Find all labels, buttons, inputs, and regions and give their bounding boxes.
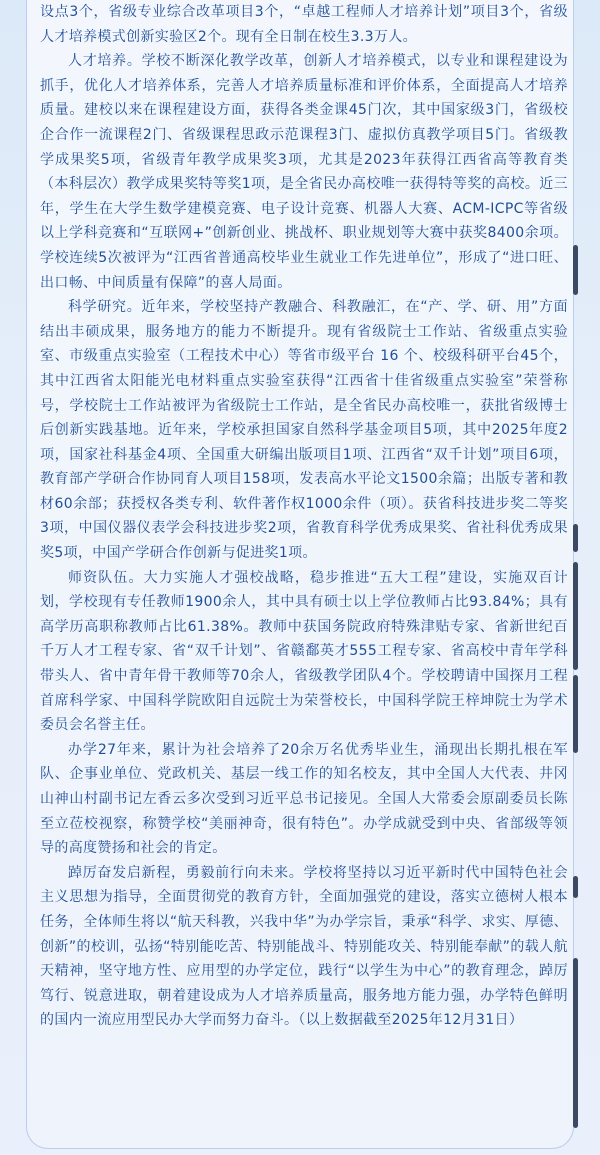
scrollbar-segment[interactable]: [573, 562, 578, 670]
scrollbar-segment[interactable]: [573, 245, 578, 295]
paragraph-achievements: 办学27年来，累计为社会培养了20余万名优秀毕业生，涌现出长期扎根在军队、企事业单位、党政机关、基层一线工作的知名校友，其中全国人大代表、井冈山神山村副书记左香云多次受到习近平总书记接见。全国人大常委会原副委员长陈至立莅校视察，称赞学校“美丽神奇，很有特色”。办学成就受到中央、省部级等领导的高度赞扬和社会的肯定。: [40, 741, 568, 857]
article-body: [40, 0, 568, 1033]
scrollbar-segment[interactable]: [573, 675, 578, 753]
scrollbar-segment[interactable]: [573, 524, 578, 552]
paragraph-intro-continued: 设点3个，省级专业综合改革项目3个，“卓越工程师人才培养计划”项目3个，省级人才培养模式创新实验区2个。现有全日制在校生3.3万人。: [40, 4, 568, 45]
paragraph-faculty: 师资队伍。大力实施人才强校战略，稳步推进“五大工程”建设，实施双百计划，学校现有专任教师1900余人，其中具有硕士以上学位教师占比93.84%；具有高学历高职称教师占比61.38%。教师中获国务院政府特殊津贴专家、省新世纪百千万人才工程专家、省“双千计划”、省赣鄱英才555工程专家、省高校中青年学科带头人、省中青年骨干教师等70余人，省级教学团队4个。学校聘请中国探月工程首席科学家、中国科学院欧阳自远院士为荣誉校长，中国科学院王梓坤院士为学术委员会名誉主任。: [40, 569, 568, 734]
paragraph-future: 踔厉奋发启新程，勇毅前行向未来。学校将坚持以习近平新时代中国特色社会主义思想为指导，全面贯彻党的教育方针，全面加强党的建设，落实立德树人根本任务，全体师生将以“航天科教，兴我中华”为办学宗旨，秉承“科学、求实、厚德、创新”的校训，弘扬“特别能吃苦、特别能战斗、特别能攻关、特别能奉献”的载人航天精神，坚守地方性、应用型的办学定位，践行“以学生为中心”的教育理念，踔厉笃行、锐意进取，朝着建设成为人才培养质量高，服务地方能力强，办学特色鲜明的国内一流应用型民办大学而努力奋斗。（以上数据截至2025年12月31日）: [40, 864, 568, 1029]
paragraph-scientific-research: 科学研究。近年来，学校坚持产教融合、科教融汇，在“产、学、研、用”方面结出丰硕成果，服务地方的能力不断提升。现有省级院士工作站、省级重点实验室、市级重点实验室（工程技术中心）等省市级平台 16 个、校级科研平台45个，其中江西省太阳能光电材料重点实验室获得“江西省十佳省级重点实验室”荣誉称号，学校院士工作站被评为省级院士工作站，是全省民办高校唯一，获批省级博士后创新实践基地。近年来，学校承担国家自然科学基金项目5项，其中2025年度2项，国家社科基金4项、全国重大研编出版项目1项、江西省“双千计划”项目6项，教育部产学研合作协同育人项目158项，发表高水平论文1500余篇；出版专著和教材60余部；获授权各类专利、软件著作权1000余件（项）。获省科技进步奖二等奖3项，中国仪器仪表学会科技进步奖2项，省教育科学优秀成果奖、省社科优秀成果奖5项，中国产学研合作创新与促进奖1项。: [40, 299, 568, 562]
scrollbar-segment[interactable]: [573, 958, 578, 1128]
scrollbar-segment[interactable]: [573, 876, 578, 898]
paragraph-talent-cultivation: 人才培养。学校不断深化教学改革，创新人才培养模式，以专业和课程建设为抓手，优化人才培养体系，完善人才培养质量标准和评价体系，全面提高人才培养质量。建校以来在课程建设方面，获得各类金课45门次，其中国家级3门，省级校企合作一流课程2门、省级课程思政示范课程3门、虚拟仿真教学项目5门。省级教学成果奖5项，省级青年教学成果奖3项，尤其是2023年获得江西省高等教育类（本科层次）教学成果奖特等奖1项，是全省民办高校唯一获得特等奖的高校。近三年，学生在大学生数学建模竞赛、电子设计竞赛、机器人大赛、ACM-ICPC等省级以上学科竞赛和“互联网+”创新创业、挑战杯、职业规划等大赛中获奖8400余项。学校连续5次被评为“江西省普通高校毕业生就业工作先进单位”，形成了“进口旺、出口畅、中间质量有保障”的喜人局面。: [40, 53, 568, 291]
